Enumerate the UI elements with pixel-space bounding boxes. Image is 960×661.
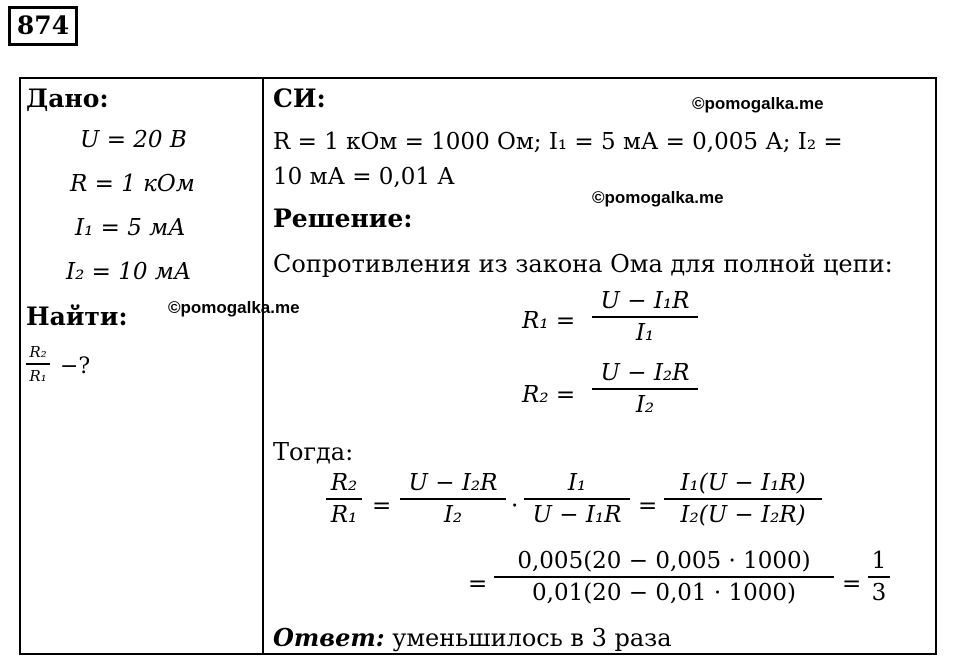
result-fraction: [868, 548, 890, 606]
equals-sign: =: [372, 493, 392, 519]
given-current-2: I₂ = 10 мА: [66, 259, 192, 285]
multiply-dot: ·: [511, 493, 519, 519]
ratio-denominator: R₁: [330, 502, 358, 528]
numeric-numerator: 0,005(20 − 0,005 · 1000): [517, 548, 811, 574]
factor-3-fraction: [664, 470, 822, 528]
numeric-fraction: [494, 548, 834, 606]
r1-numerator: U − I₁R: [600, 288, 690, 314]
r2-denominator: I₂: [635, 392, 655, 418]
fraction-bar: [524, 498, 630, 500]
fraction-bar: [326, 498, 362, 500]
result-numerator: 1: [871, 548, 887, 574]
answer-label: Ответ:: [273, 623, 385, 652]
problem-number: 874: [8, 6, 78, 46]
given-resistance: R = 1 кОм: [70, 171, 195, 197]
r1-fraction: [592, 288, 698, 346]
r2-numerator: U − I₂R: [600, 360, 690, 386]
si-line-2: 10 мА = 0,01 А: [273, 164, 455, 190]
column-divider: [262, 77, 264, 655]
r2-fraction: [592, 360, 698, 418]
si-line-1: R = 1 кОм = 1000 Ом; I₁ = 5 мА = 0,005 А; I₂ =: [273, 129, 843, 155]
factor-1-numerator: U − I₂R: [408, 470, 498, 496]
solution-title: Решение:: [273, 204, 413, 233]
factor-2-numerator: I₁: [567, 470, 587, 496]
r2-lhs: R₂ =: [522, 382, 576, 408]
then-label: Тогда:: [273, 438, 354, 466]
find-fraction: [26, 343, 50, 385]
given-voltage: U = 20 В: [80, 127, 187, 153]
r1-denominator: I₁: [635, 320, 655, 346]
solution-intro: Сопротивления из закона Ома для полной цепи:: [273, 250, 893, 278]
factor-1-fraction: [400, 470, 506, 528]
find-title: Найти:: [26, 302, 128, 331]
given-current-1: I₁ = 5 мА: [75, 215, 186, 241]
factor-3-numerator: I₁(U − I₁R): [680, 470, 806, 496]
answer: [273, 623, 672, 652]
numeric-denominator: 0,01(20 − 0,01 · 1000): [532, 580, 796, 606]
result-denominator: 3: [871, 580, 887, 606]
watermark: ©pomogalka.me: [168, 298, 300, 317]
answer-text: уменьшилось в 3 раза: [392, 624, 672, 652]
given-title: Дано:: [26, 84, 109, 113]
fraction-bar: [592, 316, 698, 318]
find-denominator: R₁: [29, 367, 47, 385]
r1-lhs: R₁ =: [522, 308, 576, 334]
equals-sign: =: [638, 493, 658, 519]
factor-1-denominator: I₂: [443, 502, 463, 528]
fraction-bar: [592, 388, 698, 390]
si-title: СИ:: [273, 84, 326, 113]
fraction-bar: [664, 498, 822, 500]
factor-2-fraction: [524, 470, 630, 528]
fraction-bar: [494, 576, 834, 578]
find-question: −?: [60, 354, 91, 379]
fraction-bar: [400, 498, 506, 500]
equals-sign: =: [842, 571, 862, 597]
ratio-numerator: R₂: [330, 470, 358, 496]
equals-sign: =: [468, 571, 488, 597]
watermark: ©pomogalka.me: [692, 94, 824, 113]
fraction-bar: [868, 576, 890, 578]
find-numerator: R₂: [29, 343, 47, 361]
factor-2-denominator: U − I₁R: [532, 502, 622, 528]
factor-3-denominator: I₂(U − I₂R): [680, 502, 806, 528]
watermark: ©pomogalka.me: [592, 188, 724, 207]
ratio-fraction: [326, 470, 362, 528]
fraction-bar: [26, 363, 50, 365]
